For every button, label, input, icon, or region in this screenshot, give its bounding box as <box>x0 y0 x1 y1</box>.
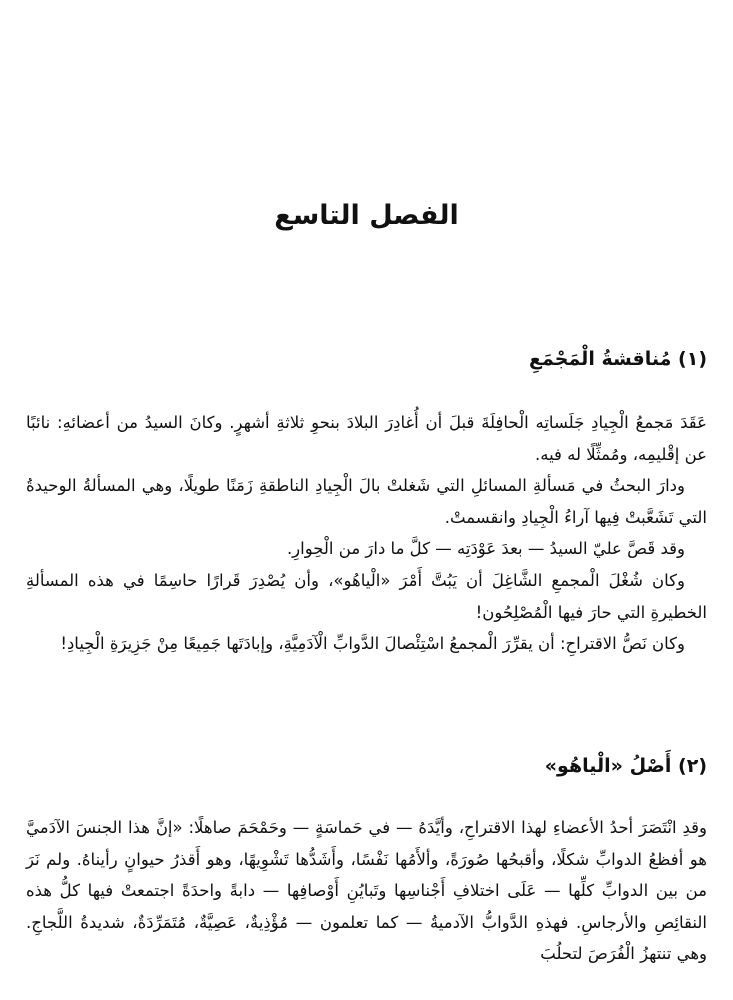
paragraph: وقدِ انْتَصَرَ أحدُ الأعضاءِ لهذا الاقتراحِ، وأيَّدَهُ — في حَماسَةٍ — وحَمْحَمَ صاهلًا: «إنَّ هذا الجنسَ الآدَميَّ هو أفظعُ الدوابِّ شكلًا، وأقبحُها صُورَةً، وألأَمُها نَفْسًا، وأَشَدُّها تَشْوِيهًا، وهو أَقذرُ حيوانٍ رأيناهُ. ولم نَرَ من بين الدوابِّ كلِّها — عَلَى اختلافِ أَجْناسِها وتَبايُنِ أَوْصافِها — دابةً واحدَةً اجتمعتْ فيها كلُّ هذه النقائِصِ والأرجاسِ. فهذهِ الدَّوابُّ الآدميةُ — كما تعلمون — مُؤْذِيةٌ، عَصِيَّةٌ، مُتَمَرِّدَةٌ، شديدةُ اللَّجاجِ. وهي تنتهزُ الْفُرَصَ لتحلُبَ <box>26 818 707 964</box>
paragraph: وقد قَصَّ عليّ السيدُ — بعدَ عَوْدَتِه — كلَّ ما دارَ من الْحِوارِ. <box>286 539 685 559</box>
paragraph: عَقَدَ مَجمعُ الْجِيادِ جَلَساتِه الْحافِلَةَ قبلَ أن أُغادِرَ البلادَ بنحوِ ثلاثةِ أشهرٍ. وكانَ السيدُ من أعضائهِ: نائبًا عن إقْليمِه، ومُمثِّلًا له فيه. <box>26 413 707 464</box>
section-2-body <box>26 812 707 970</box>
paragraph: ودارَ البحثُ في مَسألةِ المسائلِ التي شَغلتْ بالَ الْجِيادِ الناطقةِ زَمَنًا طويلًا، وهي المسألةُ الوحيدةُ التي تَشَعَّبتْ فِيها آراءُ الْجِيادِ وانقسمتْ. <box>26 476 707 527</box>
section-heading-2: (٢) أَصْلُ «الْياهُو» <box>544 755 707 777</box>
section-1-body <box>26 407 707 660</box>
paragraph: وكان نَصُّ الاقتراحِ: أن يقرِّرَ الْمجمعُ اسْتِئْصالَ الدَّوابِّ الْآدَمِيَّةِ، وإبادَتَها جَمِيعًا مِنْ جَزِيرَةِ الْجِيادِ! <box>60 634 685 654</box>
paragraph: وكان شُغْلَ الْمجمعِ الشَّاغِلَ أن يَبُتَّ أَمْرَ «الْياهُو»، وأن يُصْدِرَ قَرارًا حاسِمًا في هذه المسألةِ الخطيرةِ التي حارَ فيها الْمُصْلِحُون! <box>26 570 707 622</box>
section-heading-1: (١) مُناقشةُ الْمَجْمَعِ <box>529 348 707 370</box>
chapter-title: الفصل التاسع <box>274 200 459 231</box>
